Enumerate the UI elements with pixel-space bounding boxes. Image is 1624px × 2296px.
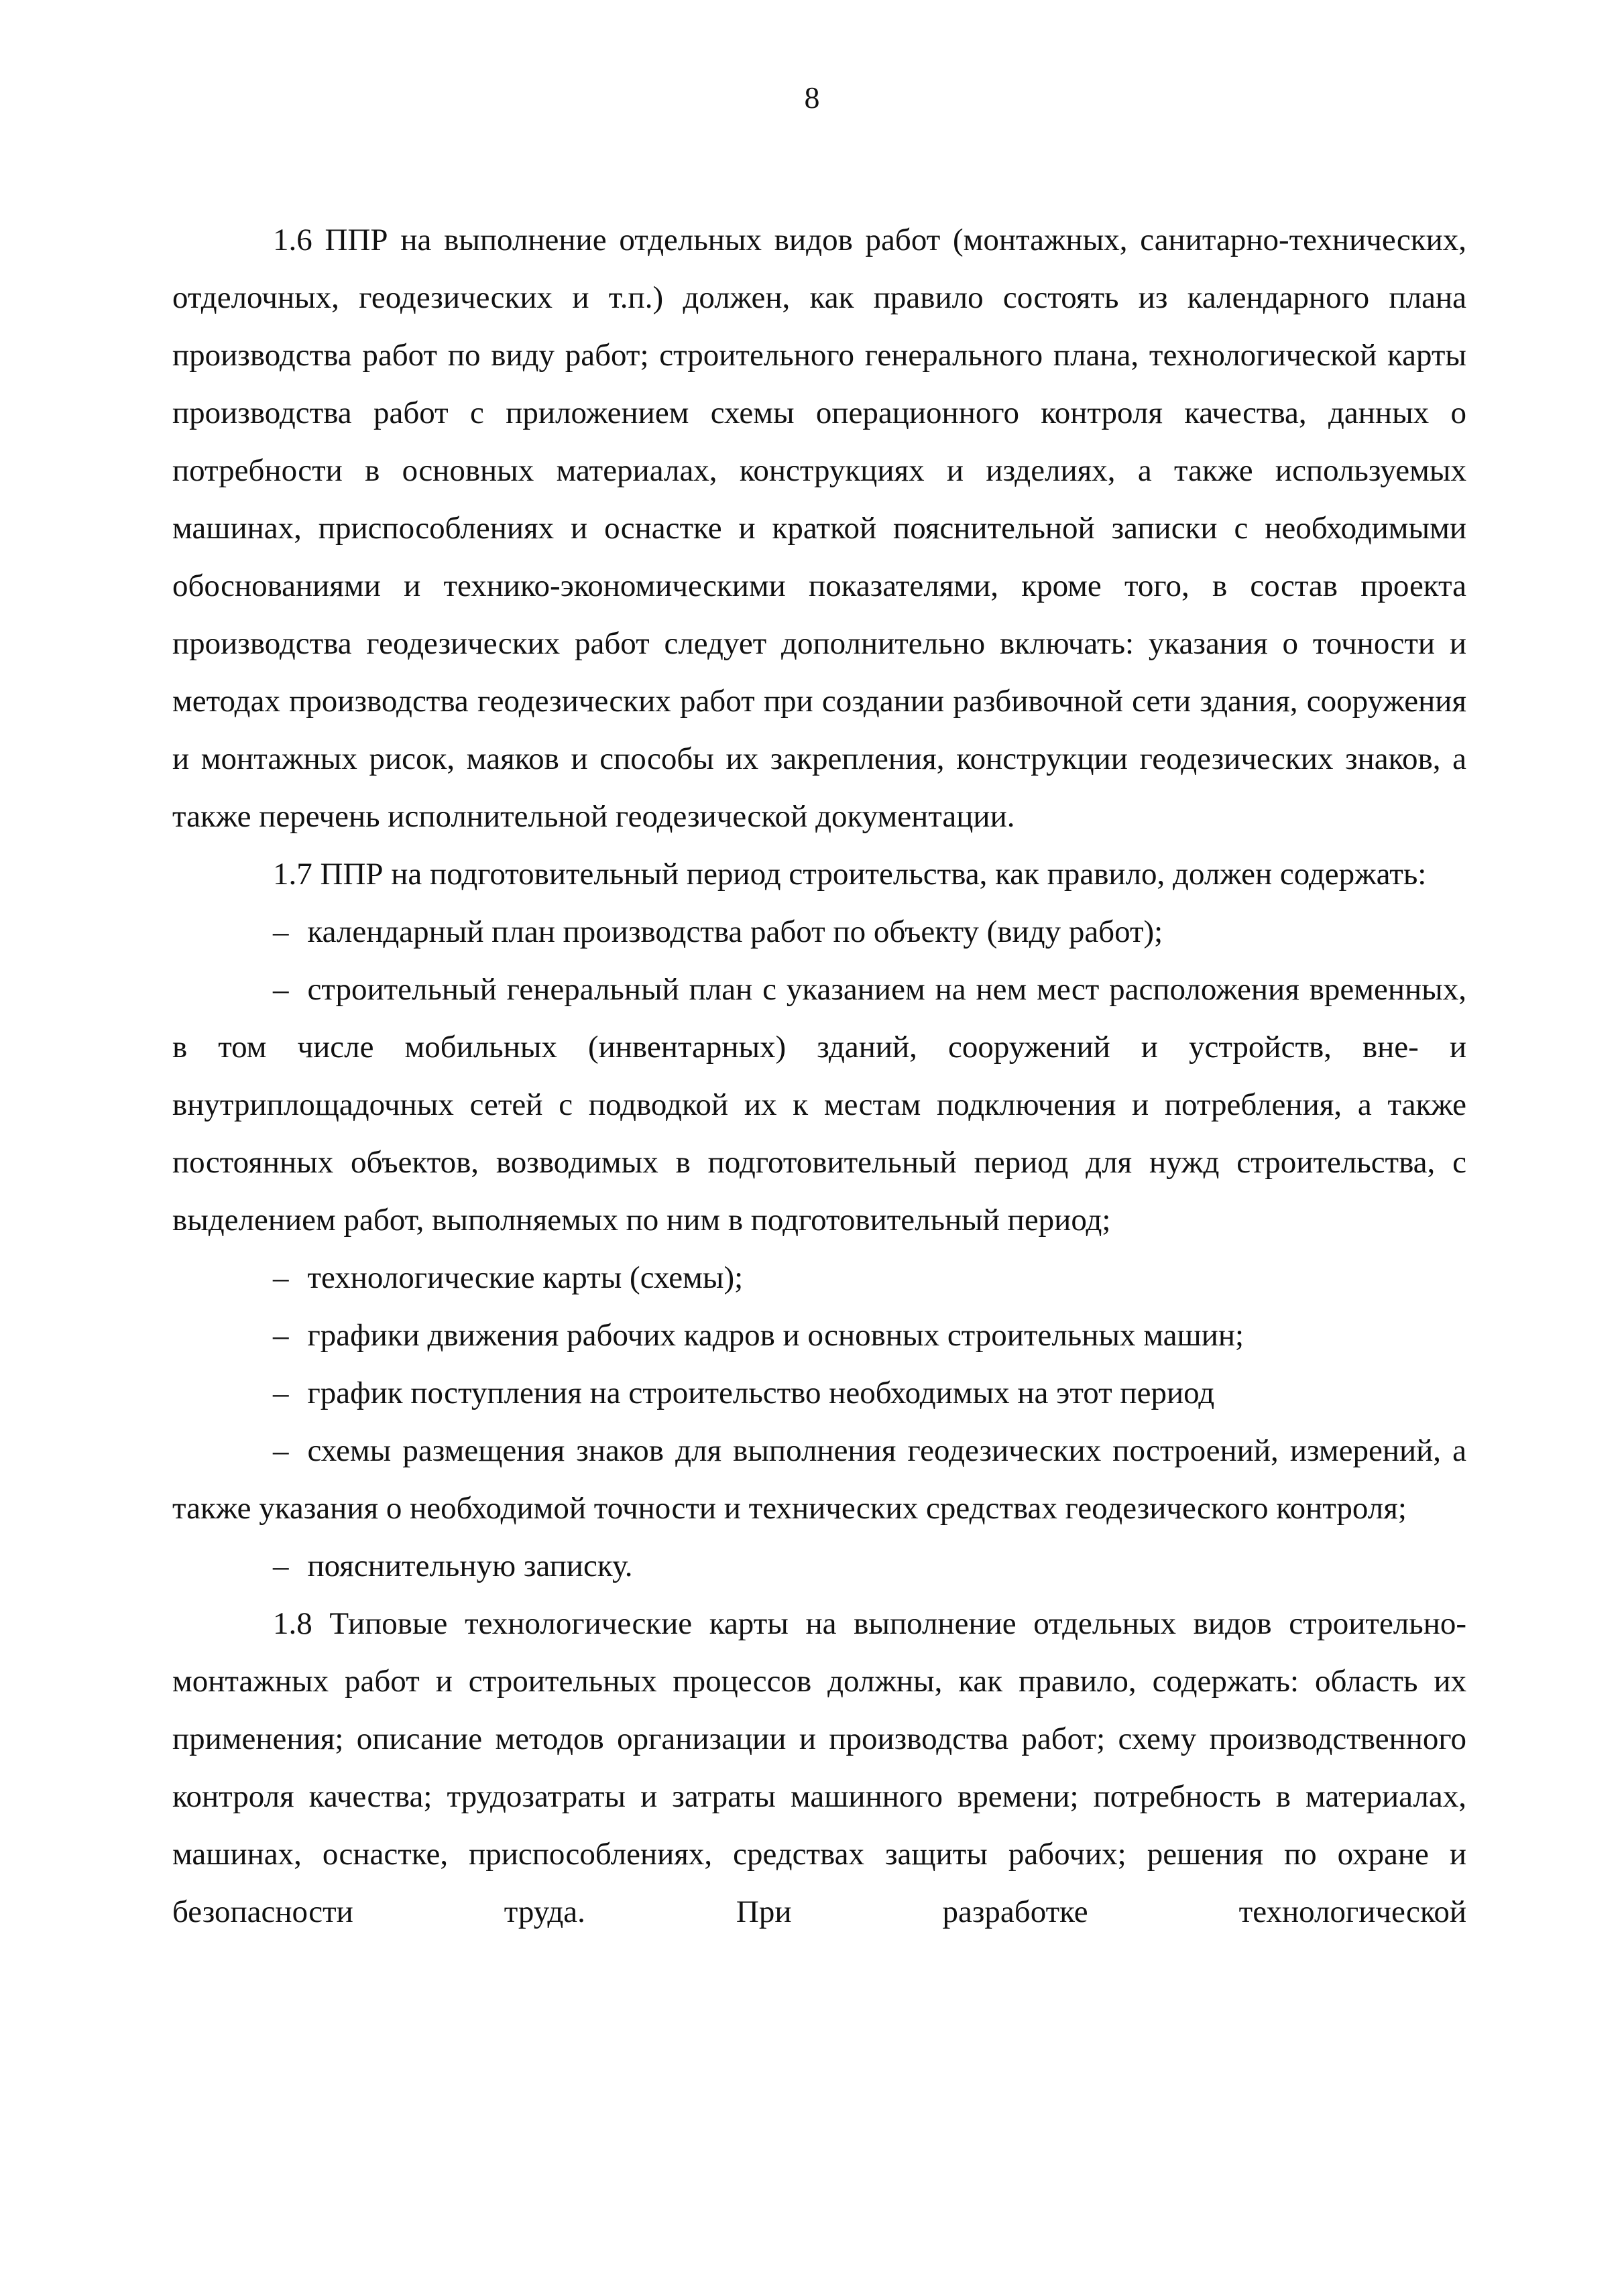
paragraph-1-8: 1.8 Типовые технологические карты на выполнение отдельных видов строительно-монтажных работ и строительных процессов должны, как правило, содержать: область их применения; описание методов организации и производства работ; схему производственного контроля качества; трудозатраты и затраты машинного времени; потребность в материалах, машинах, оснастке, приспособлениях, средствах защиты рабочих; решения по охране и безопасности труда. При разработке технологической <box>172 1606 1466 1929</box>
dash-marker: – <box>273 1318 289 1353</box>
list-item <box>172 903 1466 961</box>
list-item <box>172 1249 1466 1307</box>
paragraph-1-7: 1.7 ППР на подготовительный период строительства, как правило, должен содержать: <box>273 857 1427 892</box>
dash-marker: – <box>273 972 289 1007</box>
list-item-text: технологические карты (схемы); <box>307 1260 744 1295</box>
list-item-text: календарный план производства работ по объекту (виду работ); <box>307 914 1163 949</box>
list-item <box>172 1422 1466 1537</box>
list-item-text: пояснительную записку. <box>307 1549 633 1583</box>
list-item-text: график поступления на строительство необходимых на этот период <box>307 1376 1215 1410</box>
list-item-text: строительный генеральный план с указанием на нем мест расположения временных, в том числе мобильных (инвентарных) зданий, сооружений и устройств, вне- и внутриплощадочных сетей с подводкой их к местам подключения и потребления, а также постоянных объектов, возводимых в подготовительный период для нужд строительства, с выделением работ, выполняемых по ним в подготовительный период; <box>172 972 1466 1237</box>
dash-marker: – <box>273 1376 289 1410</box>
list-item <box>172 1364 1466 1422</box>
paragraph-1-6: 1.6 ППР на выполнение отдельных видов работ (монтажных, санитарно-технических, отделочных, геодезических и т.п.) должен, как правило состоять из календарного плана производства работ по виду работ; строительного генерального плана, технологической карты производства работ с приложением схемы операционного контроля качества, данных о потребности в основных материалах, конструкциях и изделиях, а также используемых машинах, приспособлениях и оснастке и краткой пояснительной записки с необходимыми обоснованиями и технико-экономическими показателями, кроме того, в состав проекта производства геодезических работ следует дополнительно включать: указания о точности и методах производства геодезических работ при создании разбивочной сети здания, сооружения и монтажных рисок, маяков и способы их закрепления, конструкции геодезических знаков, а также перечень исполнительной геодезической документации. <box>172 223 1466 834</box>
dash-marker: – <box>273 1260 289 1295</box>
document-body <box>172 211 1466 1941</box>
dash-marker: – <box>273 1433 289 1468</box>
list-item <box>172 961 1466 1249</box>
list-item <box>172 1537 1466 1595</box>
list-item <box>172 1307 1466 1364</box>
list-item-text: графики движения рабочих кадров и основных строительных машин; <box>307 1318 1244 1353</box>
dash-marker: – <box>273 1549 289 1583</box>
list-item-text: схемы размещения знаков для выполнения геодезических построений, измерений, а также указания о необходимой точности и технических средствах геодезического контроля; <box>172 1433 1466 1526</box>
page-number: 8 <box>804 80 820 115</box>
dash-marker: – <box>273 914 289 949</box>
